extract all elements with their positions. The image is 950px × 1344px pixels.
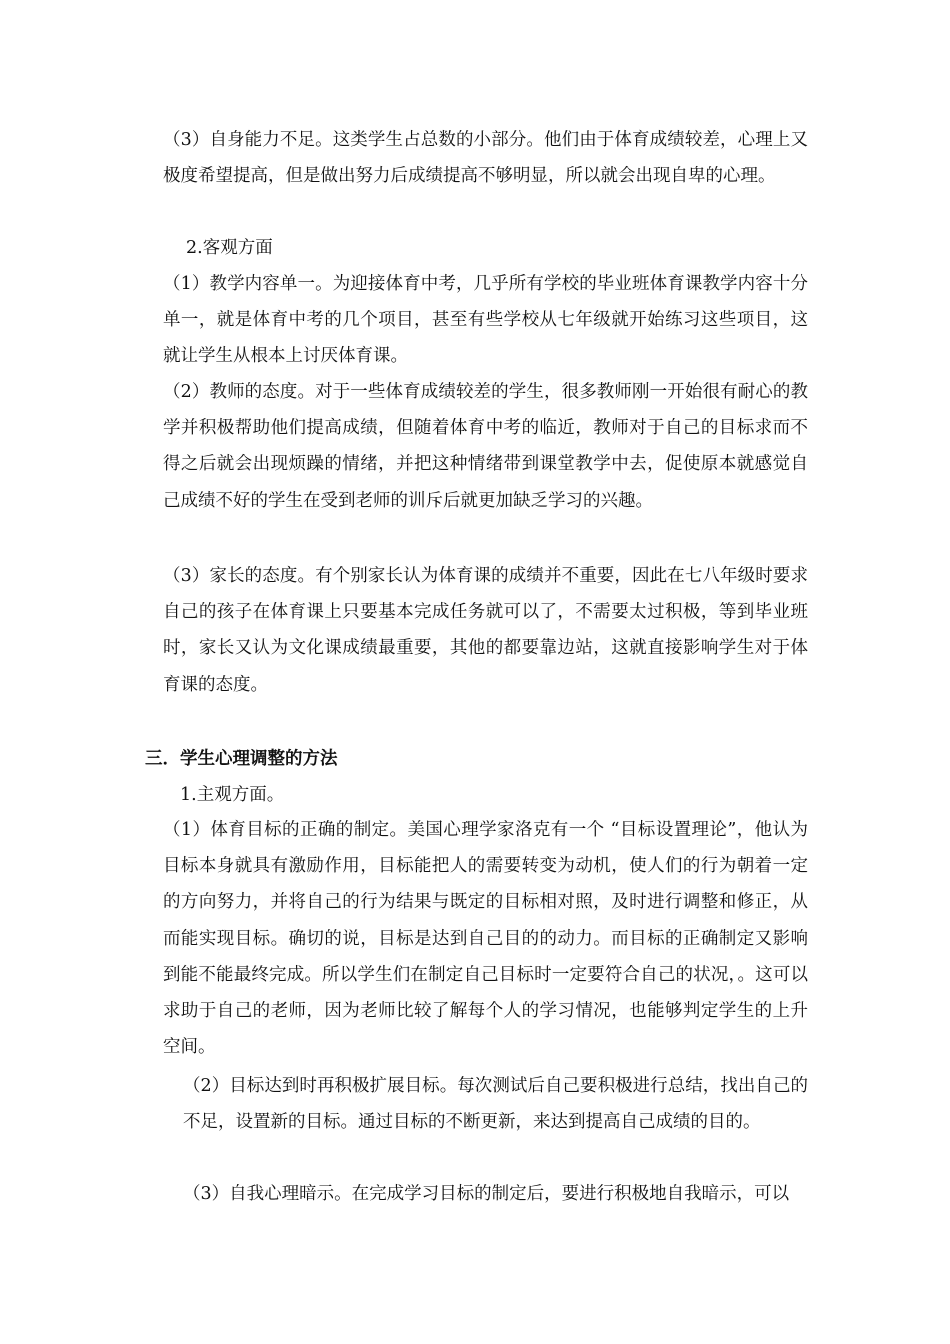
subheading-objective: 2.客观方面 [186,238,273,258]
paragraph-teacher-attitude: （2）教师的态度。对于一些体育成绩较差的学生，很多教师刚一开始很有耐心的教学并积极帮助他们提高成绩，但随着体育中考的临近，教师对于自己的目标求而不得之后就会出现烦躁的情绪，并把这种情绪带到课堂教学中去，促使原本就感觉自己成绩不好的学生在受到老师的训斥后就更加缺乏学习的兴趣。 [163,382,808,511]
subheading-subjective: 1.主观方面。 [180,785,285,805]
paragraph-parent-attitude: （3）家长的态度。有个别家长认为体育课的成绩并不重要，因此在七八年级时要求自己的孩子在体育课上只要基本完成任务就可以了，不需要太过积极，等到毕业班时，家长又认为文化课成绩最重要，其他的都要靠边站，这就直接影响学生对于体育课的态度。 [163,566,808,695]
section-heading-3: 三．学生心理调整的方法 [145,749,338,769]
paragraph-expand-goal: （2）目标达到时再积极扩展目标。每次测试后自己要积极进行总结，找出自己的不足，设置新的目标。通过目标的不断更新，来达到提高自己成绩的目的。 [183,1076,808,1133]
paragraph-goal-setting: （1）体育目标的正确的制定。美国心理学家洛克有一个 “目标设置理论”，他认为目标本身就具有激励作用，目标能把人的需要转变为动机，使人们的行为朝着一定的方向努力，并将自己的行为结果与既定的目标相对照，及时进行调整和修正，从而能实现目标。确切的说，目标是达到自己目的的动力。而目标的正确制定又影响到能不能最终完成。所以学生们在制定自己目标时一定要符合自己的状况，。这可以求助于自己的老师，因为老师比较了解每个人的学习情况，也能够判定学生的上升空间。 [163,820,808,1058]
paragraph-self-suggestion: （3）自我心理暗示。在完成学习目标的制定后，要进行积极地自我暗示，可以 [183,1184,790,1204]
paragraph-teaching-content: （1）教学内容单一。为迎接体育中考，几乎所有学校的毕业班体育课教学内容十分单一，就是体育中考的几个项目，甚至有些学校从七年级就开始练习这些项目，这就让学生从根本上讨厌体育课。 [163,274,808,367]
paragraph-self-ability: （3）自身能力不足。这类学生占总数的小部分。他们由于体育成绩较差，心理上又极度希望提高，但是做出努力后成绩提高不够明显，所以就会出现自卑的心理。 [163,130,808,187]
